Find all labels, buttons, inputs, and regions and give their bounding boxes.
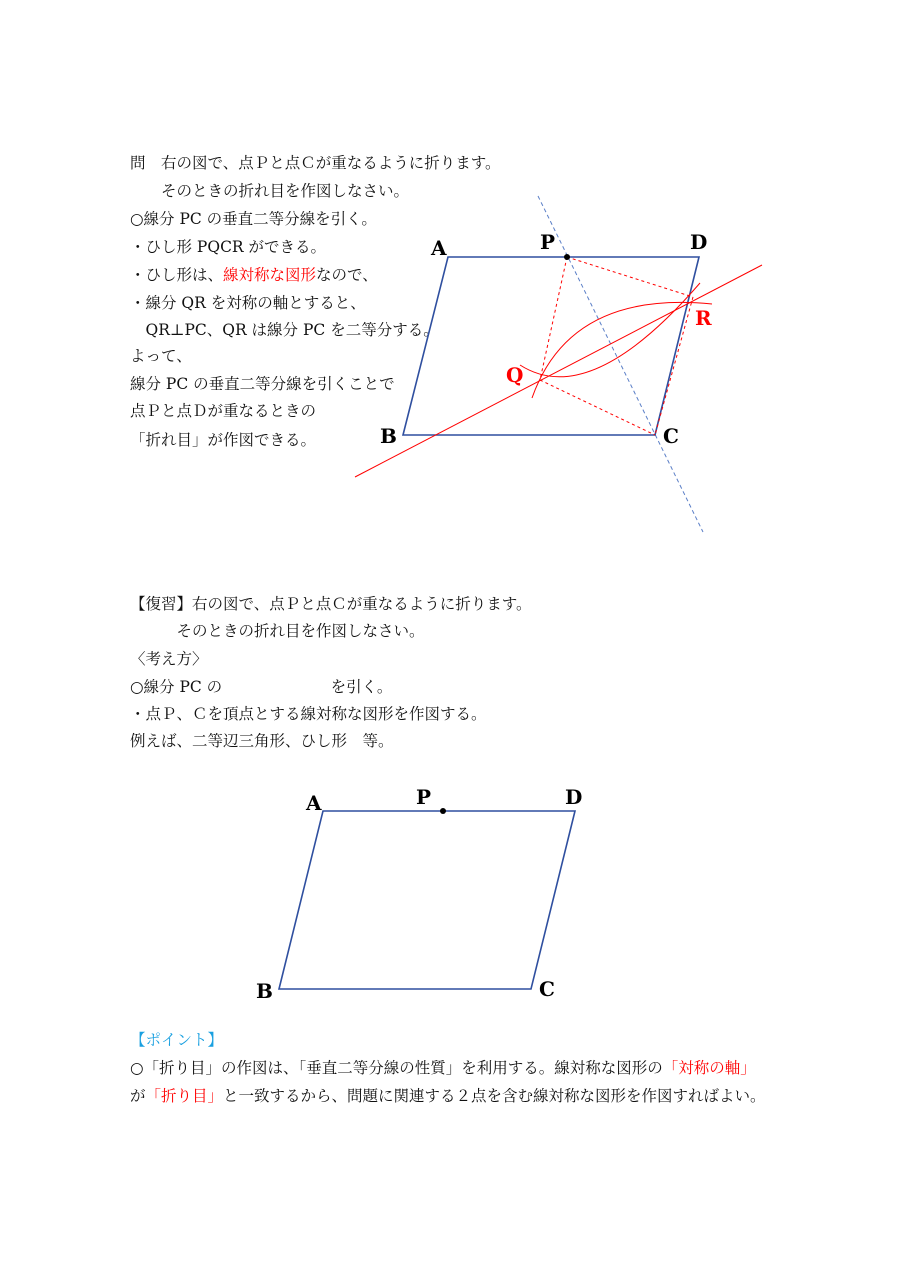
fold-line — [355, 265, 762, 477]
problem-line: 線分 PC の垂直二等分線を引くことで — [130, 375, 395, 393]
point-heading: 【ポイント】 — [130, 1031, 224, 1049]
highlight-text: 「対称の軸」 — [662, 1059, 756, 1077]
label-d: D — [565, 785, 583, 809]
label-c: C — [663, 424, 679, 448]
point-line — [130, 1058, 756, 1078]
label-d: D — [690, 230, 708, 254]
highlight-text: 線対称な図形 — [223, 266, 317, 284]
label-a: A — [306, 791, 322, 815]
label-r: R — [695, 306, 712, 330]
parallelogram-abcd — [279, 811, 575, 989]
problem-line: よって、 — [130, 347, 192, 365]
text: ○「折り目」の作図は、「垂直二等分線の性質」を利用する。線対称な図形の — [130, 1059, 663, 1077]
review-line: ○線分 PC の を引く。 — [130, 678, 393, 696]
text: が — [130, 1087, 146, 1105]
label-a: A — [431, 236, 447, 260]
review-line: ・点Ｐ、Ｃを頂点とする線対称な図形を作図する。 — [130, 705, 487, 723]
label-c: C — [539, 977, 555, 1001]
text: なので、 — [316, 266, 378, 284]
figure2 — [256, 785, 582, 1003]
perpendicular-bisector-dashed — [538, 196, 703, 532]
problem-line: ○線分 PC の垂直二等分線を引く。 — [130, 210, 377, 228]
problem-line: 点Ｐと点Ｄが重なるときの — [130, 402, 317, 420]
point-line — [130, 1086, 766, 1106]
figure1 — [355, 196, 762, 532]
review-line: そのときの折れ目を作図しなさい。 — [130, 622, 425, 640]
label-b: B — [256, 979, 273, 1003]
point-p — [440, 808, 446, 814]
problem-line: QR⊥PC、QR は線分 PC を二等分する。 — [130, 321, 439, 339]
review-line: 〈考え方〉 — [130, 650, 208, 668]
text: ・ひし形は、 — [130, 266, 224, 284]
review-line: 例えば、二等辺三角形、ひし形 等。 — [130, 732, 394, 750]
label-q: Q — [506, 363, 524, 387]
highlight-text: 「折り目」 — [145, 1087, 224, 1105]
review-line: 【復習】右の図で、点Ｐと点Ｃが重なるように折ります。 — [130, 595, 532, 613]
problem-line: ・ひし形 PQCR ができる。 — [130, 238, 327, 256]
problem-line: そのときの折れ目を作図しなさい。 — [130, 182, 410, 200]
label-p: P — [540, 230, 556, 254]
problem-line: ・線分 QR を対称の軸とすると、 — [130, 294, 366, 312]
problem-line: 「折れ目」が作図できる。 — [130, 431, 317, 449]
point-p — [564, 254, 570, 260]
text: と一致するから、問題に関連する２点を含む線対称な図形を作図すればよい。 — [223, 1087, 766, 1105]
problem-line: 問 右の図で、点Ｐと点Ｃが重なるように折ります。 — [130, 154, 501, 172]
parallelogram-abcd — [403, 257, 699, 435]
label-p: P — [416, 785, 432, 809]
label-b: B — [380, 424, 397, 448]
